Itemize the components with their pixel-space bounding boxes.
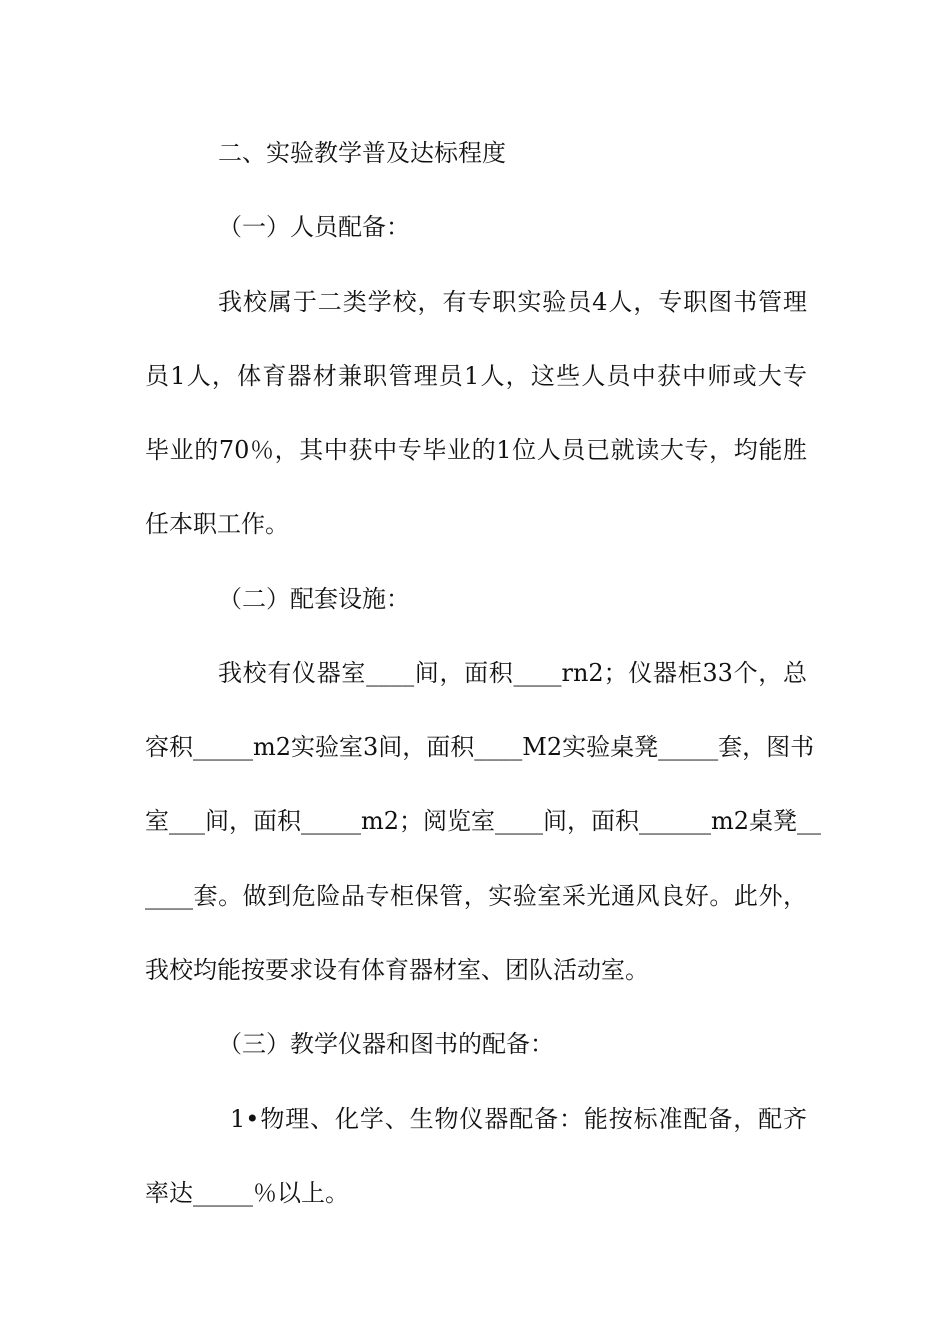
- section1-line-4: 任本职工作。: [145, 510, 289, 538]
- section-heading: 二、实验教学普及达标程度: [218, 139, 506, 167]
- section2-line-1: 我校有仪器室____间，面积____rn2；仪器柜33个，总: [218, 659, 807, 687]
- section2-line-5: 我校均能按要求设有体育器材室、团队活动室。: [145, 956, 649, 984]
- section2-title: （二）配套设施：: [218, 585, 410, 613]
- section1-line-1: 我校属于二类学校，有专职实验员4人，专职图书管理: [218, 288, 807, 316]
- section2-line-4: ____套。做到危险品专柜保管，实验室采光通风良好。此外，: [145, 882, 807, 910]
- section3-line-2: 率达_____％以上。: [145, 1179, 349, 1207]
- section1-line-3: 毕业的70％，其中获中专毕业的1位人员已就读大专，均能胜: [145, 436, 807, 464]
- section1-line-2: 员1人，体育器材兼职管理员1人，这些人员中获中师或大专: [145, 362, 807, 390]
- section3-line-1: 1•物理、化学、生物仪器配备：能按标准配备，配齐: [230, 1105, 807, 1133]
- section3-title: （三）教学仪器和图书的配备：: [218, 1030, 554, 1058]
- section1-title: （一）人员配备：: [218, 213, 410, 241]
- section2-line-2: 容积_____m2实验室3间，面积____M2实验桌凳_____套，图书: [145, 733, 815, 761]
- section2-line-3: 室___间，面积_____m2；阅览室____间，面积______m2桌凳__: [145, 807, 822, 835]
